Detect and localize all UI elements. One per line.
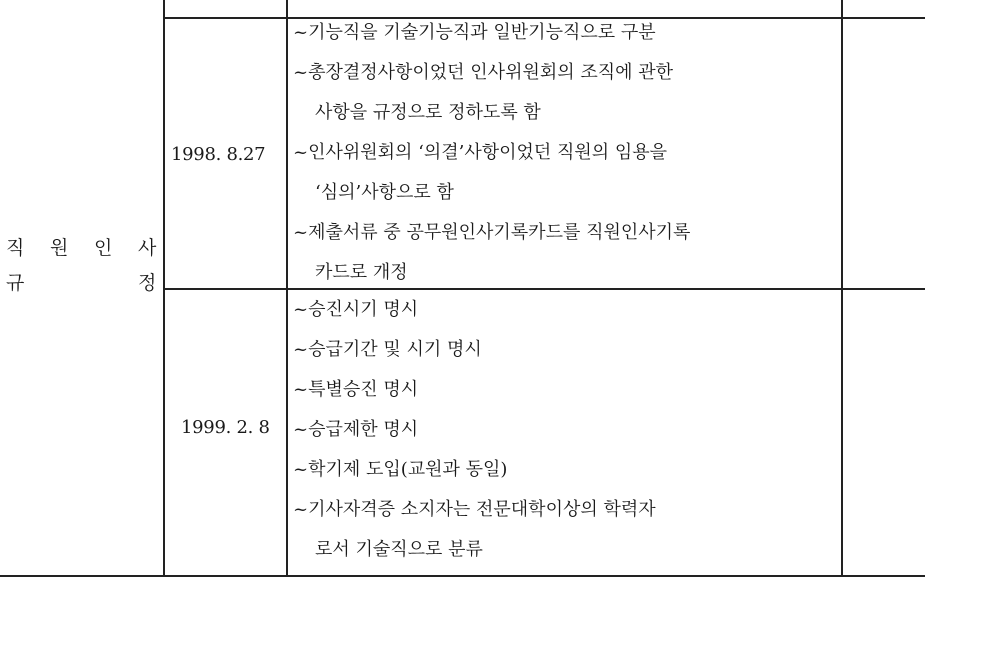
row-content <box>293 297 656 577</box>
content-line: ~승진시기 명시 <box>293 299 419 320</box>
content-line: ~제출서류 중 공무원인사기록카드를 직원인사기록 <box>293 222 691 243</box>
content-line: ~기능직을 기술기능직과 일반기능직으로 구분 <box>293 22 656 43</box>
content-line: ~특별승진 명시 <box>293 379 419 400</box>
row-content <box>293 20 690 300</box>
content-line: ~인사위원회의 ‘의결’사항이었던 직원의 임용을 <box>293 142 668 163</box>
content-line: ~기사자격증 소지자는 전문대학이상의 학력자 <box>293 499 656 520</box>
top-row-border <box>163 17 925 19</box>
content-line: 사항을 규정으로 정하도록 함 <box>315 102 541 123</box>
content-line: ~승급기간 및 시기 명시 <box>293 339 482 360</box>
category-char: 사 <box>138 237 157 259</box>
category-char: 원 <box>50 237 69 259</box>
category-char: 규 <box>6 272 25 294</box>
category-char: 인 <box>94 237 113 259</box>
category-char: 직 <box>6 237 25 259</box>
content-line: ‘심의’사항으로 함 <box>315 182 454 203</box>
content-line: 카드로 개정 <box>315 262 408 283</box>
content-line: ~승급제한 명시 <box>293 419 419 440</box>
content-line: ~총장결정사항이었던 인사위원회의 조직에 관한 <box>293 62 674 83</box>
category-char: 정 <box>138 272 157 294</box>
content-line: ~학기제 도입(교원과 동일) <box>293 459 508 480</box>
content-line: 로서 기술직으로 분류 <box>315 539 483 560</box>
row-date: 1999. 2. 8 <box>181 417 270 438</box>
row-date: 1998. 8.27 <box>171 144 266 165</box>
